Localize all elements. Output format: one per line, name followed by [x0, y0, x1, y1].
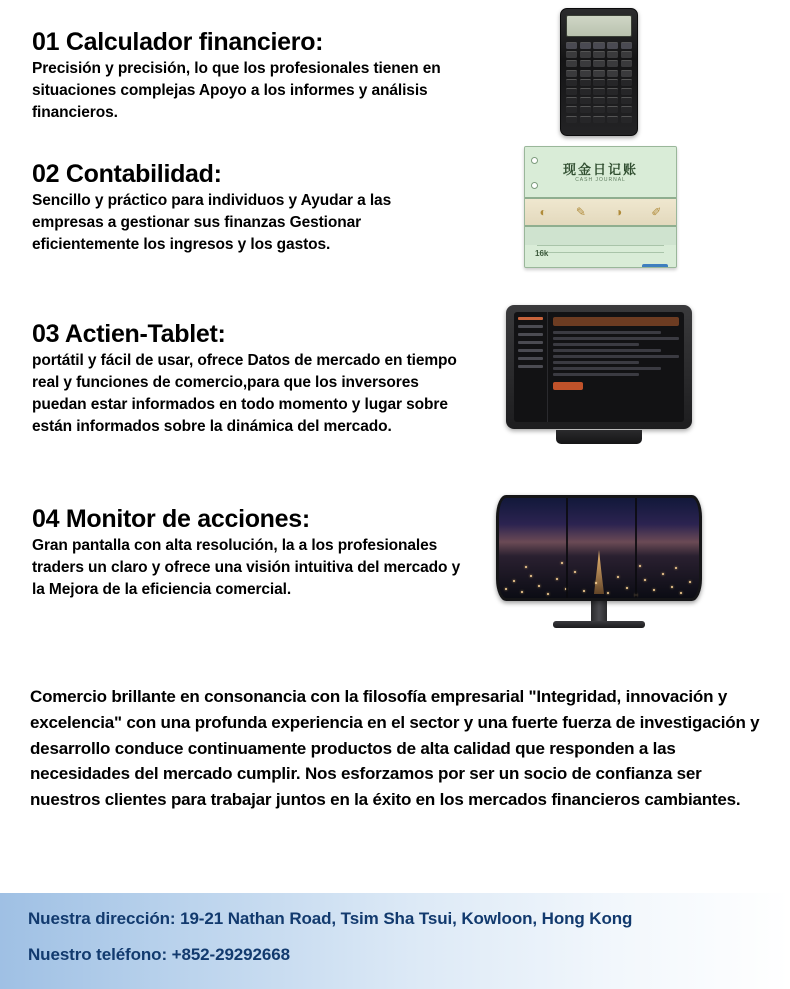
feature-body: portátil y fácil de usar, ofrece Datos de mercado en tiempo real y funciones de comercio,para que los inversores puedan estar informados en todo momento y lugar sobre están informados sobre la dinámica del mercado.: [32, 352, 457, 435]
coin-icon: ✐: [651, 205, 662, 219]
ledger-decorative-band: [525, 199, 676, 227]
coin-icon: ✎: [575, 205, 586, 219]
feature-body: Precisión y precisión, lo que los profesionales tienen en situaciones complejas Apoyo a los informes y análisis financieros.: [32, 60, 441, 121]
coin-icon: ◑: [615, 205, 623, 219]
feature-body: Sencillo y práctico para individuos y Ayudar a las empresas a gestionar sus finanzas Gestionar eficientemente los ingresos y los gastos.: [32, 192, 392, 253]
monitor-screen: [496, 495, 702, 601]
calculator-keypad: [566, 42, 632, 123]
ledger-cover-top: [525, 147, 676, 199]
monitor-base: [553, 621, 645, 628]
footer-phone: Nuestro teléfono: +852-29292668: [28, 945, 290, 964]
tablet-stand: [556, 430, 642, 444]
feature-body: Gran pantalla con alta resolución, la a los profesionales traders un claro y ofrece una visión intuitiva del mercado y la Mejora de la eficiencia comercial.: [32, 537, 461, 598]
publisher-badge: [642, 264, 668, 268]
accounting-ledger-image: [524, 146, 679, 270]
footer-address: Nuestra dirección: 19-21 Nathan Road, Tsim Sha Tsui, Kowloon, Hong Kong: [28, 909, 633, 928]
tablet-screen: [514, 312, 684, 422]
ledger-size-label: 16k: [535, 249, 549, 258]
coin-icon: ◐: [539, 205, 547, 219]
ledger-subtitle: CASH JOURNAL: [575, 177, 626, 183]
city-skyline-lights: [499, 540, 699, 598]
stock-tablet-image: [506, 305, 692, 450]
feature-title: 01 Calculador financiero:: [32, 28, 324, 56]
financial-calculator-image: [560, 8, 640, 138]
ledger-cover-bottom: [525, 245, 676, 268]
feature-title: 04 Monitor de acciones:: [32, 505, 310, 533]
ledger-book: [524, 146, 677, 268]
feature-title: 03 Actien-Tablet:: [32, 320, 226, 348]
tablet-content: [548, 312, 684, 422]
monitor-neck: [591, 601, 607, 621]
calculator-screen: [566, 15, 632, 37]
feature-text-block: [32, 320, 462, 438]
contact-footer: [0, 893, 790, 989]
ledger-title-cn: 现金日记账: [562, 162, 638, 177]
company-summary-paragraph: Comercio brillante en consonancia con la filosofía empresarial "Integridad, innovación y excelencia" con una profunda experiencia en el sector y una fuerte fuerza de investigación y desarrollo conduce continuamente productos de alta calidad que responden a las necesidades del mercado cumplir. Nos esforzamos por ser un socio de confianza ser nuestros clientes para trabajar juntos en la éxito en los mercados financieros cambiantes.: [30, 687, 760, 810]
curved-monitor-image: [496, 495, 702, 640]
feature-title: 02 Contabilidad:: [32, 160, 222, 188]
feature-text-block: [32, 160, 462, 256]
calculator-body: [560, 8, 638, 136]
tablet-action-button: [553, 382, 583, 390]
tablet-sidebar: [514, 312, 548, 422]
feature-text-block: [32, 505, 462, 601]
tablet-header-bar: [553, 317, 679, 326]
tablet-frame: [506, 305, 692, 429]
feature-text-block: [32, 28, 462, 124]
